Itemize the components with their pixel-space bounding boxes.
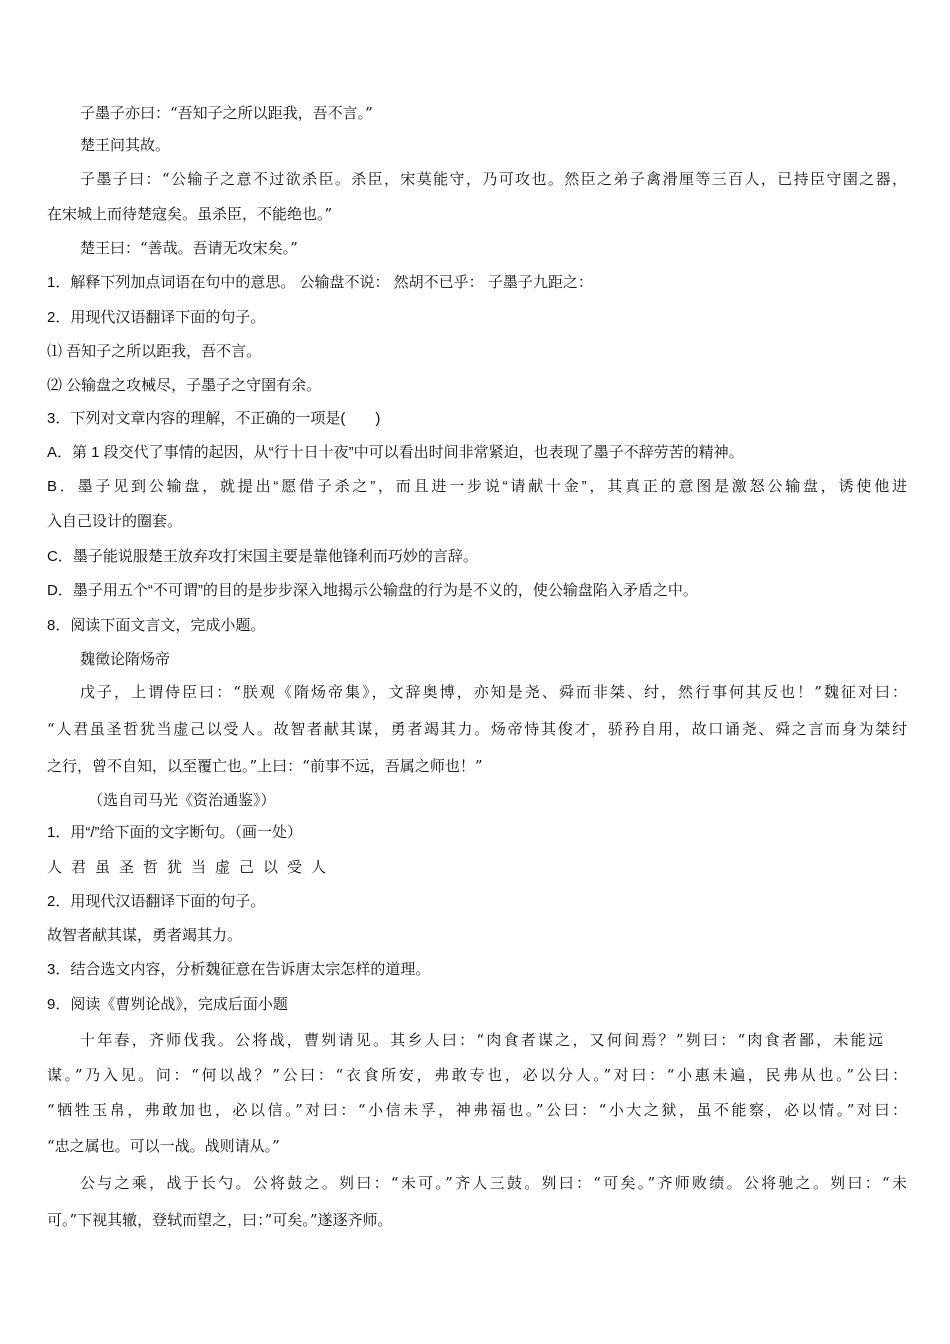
passage-line: “牺牲玉帛，弗敢加也，必以信。”对曰：“小信未孚，神弗福也。”公曰：“小大之狱，虽不能察，必以情。”对曰： [47,1101,907,1119]
question-line: 1．用“/”给下面的文字断句。（画一处） [47,824,303,841]
option-d: D．墨子用五个“不可谓”的目的是步步深入地揭示公输盘的行为是不义的，使公输盘陷入矛盾之中。 [47,582,698,599]
passage-title: 魏徵论隋炀帝 [80,650,171,668]
section-heading: 9．阅读《曹刿论战》，完成后面小题 [47,996,288,1013]
passage-line: “人君虽圣哲犹当虚己以受人。故智者献其谋，勇者竭其力。炀帝恃其俊才，骄矜自用，故口诵尧、舜之言而身为桀纣 [47,720,907,738]
option-a: A．第 1 段交代了事情的起因，从“行十日十夜”中可以看出时间非常紧迫，也表现了墨子不辞劳苦的精神。 [47,444,744,461]
option-b: B．墨子见到公输盘，就提出“愿借子杀之”，而且进一步说“请献十金”，其真正的意图是激怒公输盘，诱使他进 [47,478,907,495]
passage-line: 楚王曰：“善哉。吾请无攻宋矣。” [80,239,298,257]
passage-line: 戊子，上谓侍臣曰：“朕观《隋炀帝集》，文辞奥博，亦知是尧、舜而非桀、纣，然行事何其反也！”魏征对曰： [80,683,907,701]
question-line: 故智者献其谋，勇者竭其力。 [47,927,243,944]
option-b-cont: 入自己设计的圈套。 [47,513,183,530]
source-note: （选自司马光《资治通鉴》） [88,791,276,809]
question-line: ⑴ 吾知子之所以距我，吾不言。 [47,343,262,360]
question-line: 2．用现代汉语翻译下面的句子。 [47,893,266,910]
passage-line: 楚王问其故。 [80,136,171,154]
passage-line: 子墨子亦曰：“吾知子之所以距我，吾不言。” [80,104,373,122]
passage-line: 在宋城上而待楚寇矣。虽杀臣，不能绝也。” [47,205,333,223]
section-heading: 8．阅读下面文言文，完成小题。 [47,617,266,634]
question-line: 人君虽圣哲犹当虚己以受人 [47,859,336,876]
passage-line: 之行，曾不自知，以至覆亡也。”上曰：“前事不远，吾属之师也！” [47,757,483,775]
passage-line: 谋。”乃入见。问：“何以战？”公曰：“衣食所安，弗敢专也，必以分人。”对曰：“小惠未遍，民弗从也。”公曰： [47,1066,907,1084]
question-line: ⑵ 公输盘之攻械尽，子墨子之守圉有余。 [47,377,322,394]
passage-line: 十年春，齐师伐我。公将战，曹刿请见。其乡人曰：“肉食者谋之，又何间焉？”刿曰：“肉食者鄙，未能远 [80,1031,883,1049]
passage-line: 公与之乘，战于长勺。公将鼓之。刿曰：“未可。”齐人三鼓。刿曰：“可矣。”齐师败绩。公将驰之。刿曰：“未 [80,1174,907,1192]
passage-line: 可。”下视其辙，登轼而望之，曰：”可矣。”遂逐齐师。 [47,1211,393,1229]
question-line: 3．下列对文章内容的理解，不正确的一项是( ) [47,410,381,427]
passage-line: “忠之属也。可以一战。战则请从。” [47,1137,280,1155]
option-c: C．墨子能说服楚王放弃攻打宋国主要是靠他锋利而巧妙的言辞。 [47,548,478,565]
question-line: 3．结合选文内容，分析魏征意在告诉唐太宗怎样的道理。 [47,961,431,978]
passage-line: 子墨子曰：“公输子之意不过欲杀臣。杀臣，宋莫能守，乃可攻也。然臣之弟子禽滑厘等三百人，已持臣守圉之器， [80,170,907,188]
question-line: 1．解释下列加点词语在句中的意思。 公输盘不说： 然胡不已乎： 子墨子九距之： [47,274,593,291]
question-line: 2．用现代汉语翻译下面的句子。 [47,309,266,326]
